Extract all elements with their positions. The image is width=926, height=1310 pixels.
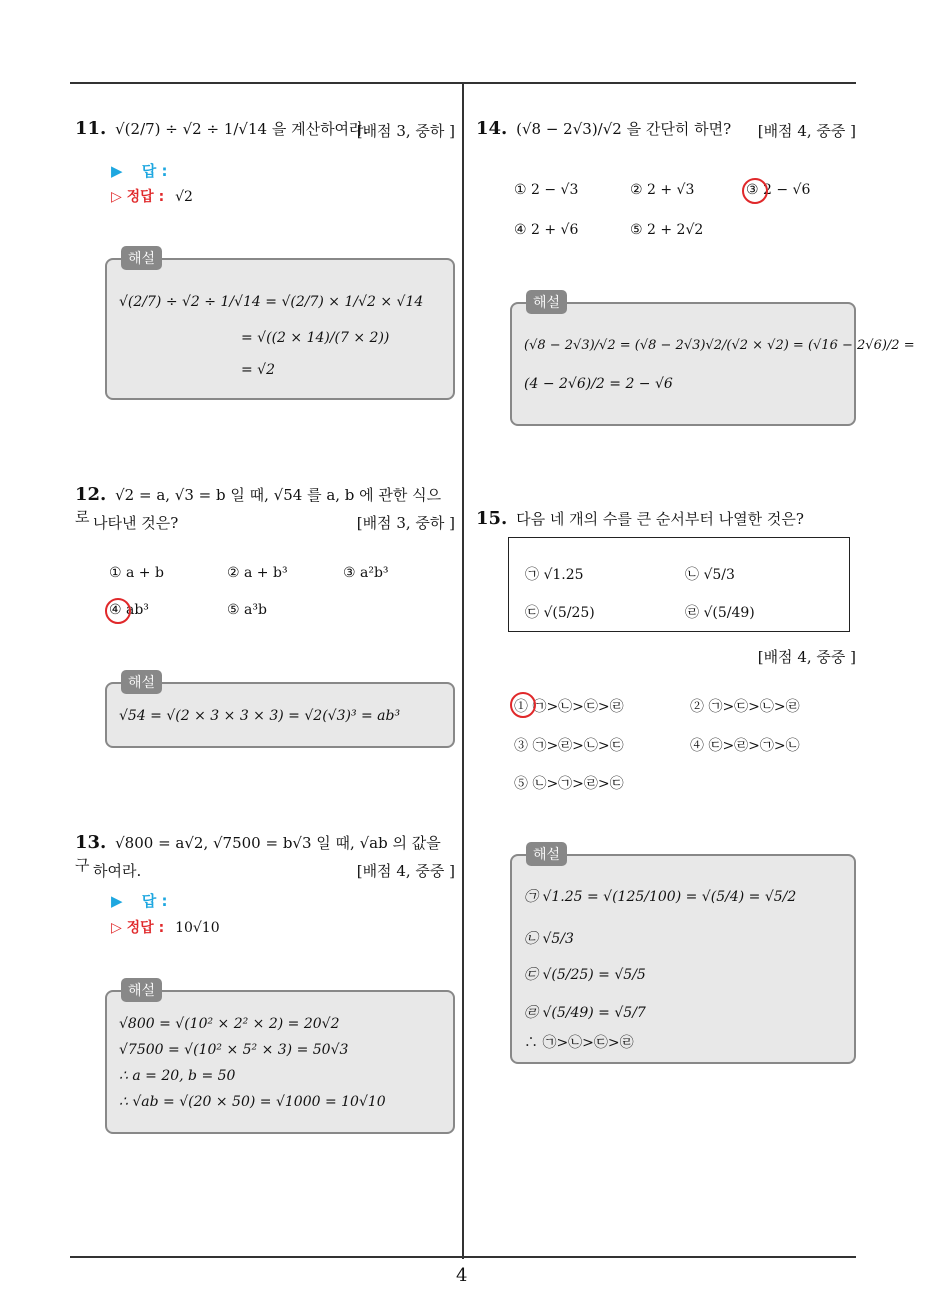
- q14-option-3[interactable]: ③ 2 − √6: [746, 182, 811, 198]
- q12-text: √2 = a, √3 = b 일 때, √54 를 a, b 에 관한 식으로: [75, 486, 442, 526]
- q15-text: 다음 네 개의 수를 큰 순서부터 나열한 것은?: [516, 510, 804, 528]
- q14-selected-circle: [742, 178, 768, 204]
- q13-answer-label: 답 :: [141, 892, 168, 910]
- hollow-arrow-icon: ▷: [111, 189, 122, 205]
- q11-correct: [111, 186, 193, 206]
- q12-option-4[interactable]: ④ ab³: [109, 602, 149, 618]
- q14-score: [배점 4, 중중 ]: [757, 122, 856, 140]
- q11-correct-label: 정답 :: [126, 189, 165, 205]
- q15-explain-line-4: ㉣ √(5/49) = √5/7: [524, 1005, 646, 1021]
- q14-option-2[interactable]: ② 2 + √3: [630, 182, 695, 198]
- q12-explanation-tag: 해설: [121, 670, 162, 694]
- q11-explain-line-3: = √2: [241, 362, 276, 378]
- q15-number: 15.: [476, 508, 508, 529]
- q15-question: [476, 508, 856, 530]
- q11-number: 11.: [75, 118, 107, 139]
- q15-explain-line-5: ∴ ㉠>㉡>㉢>㉣: [524, 1035, 634, 1051]
- q11-score: [배점 3, 중하 ]: [356, 122, 455, 140]
- q14-explanation-tag: 해설: [526, 290, 567, 314]
- q11-answer-label: 답 :: [141, 162, 168, 180]
- q11-explanation-tag: 해설: [121, 246, 162, 270]
- q15-option-2[interactable]: ② ㉠>㉢>㉡>㉣: [690, 699, 800, 715]
- q15-option-5[interactable]: ⑤ ㉡>㉠>㉣>㉢: [514, 776, 624, 792]
- play-arrow-icon: ▶: [111, 892, 123, 910]
- q12-option-3[interactable]: ③ a²b³: [343, 565, 389, 581]
- hollow-arrow-icon: ▷: [111, 920, 122, 936]
- q15-explanation-box: [510, 847, 856, 1064]
- q15-explain-line-1: ㉠ √1.25 = √(125/100) = √(5/4) = √5/2: [524, 889, 797, 905]
- q13-explain-line-2: √7500 = √(10² × 5² × 3) = 50√3: [119, 1042, 349, 1058]
- q13-text-cont: 하여라.: [93, 862, 142, 880]
- q14-number: 14.: [476, 118, 508, 139]
- q13-explanation-box: [105, 983, 455, 1134]
- q12-explanation-box: [105, 675, 455, 748]
- q11-text: √(2/7) ÷ √2 ÷ 1/√14 을 계산하여라.: [115, 120, 369, 138]
- q11-correct-value: √2: [175, 189, 193, 205]
- q13-explain-line-3: ∴ a = 20, b = 50: [119, 1068, 236, 1084]
- q15-item-3: ㉢ √(5/25): [525, 605, 595, 621]
- q15-item-1: ㉠ √1.25: [525, 567, 584, 583]
- q13-correct-label: 정답 :: [126, 920, 165, 936]
- q12-selected-circle: [105, 598, 131, 624]
- q12-text-cont: 나타낸 것은?: [93, 514, 179, 532]
- q12-score: [배점 3, 중하 ]: [356, 514, 455, 532]
- q14-explain-line-1: (√8 − 2√3)/√2 = (√8 − 2√3)√2/(√2 × √2) = (√16 − 2√6)/2 =: [524, 338, 915, 353]
- center-divider: [462, 83, 464, 1259]
- page-number: 4: [456, 1265, 468, 1286]
- q15-option-1[interactable]: ① ㉠>㉡>㉢>㉣: [514, 699, 624, 715]
- q15-item-4: ㉣ √(5/49): [685, 605, 755, 621]
- q12-option-2[interactable]: ② a + b³: [227, 565, 288, 581]
- q13-number: 13.: [75, 832, 107, 853]
- q15-option-3[interactable]: ③ ㉠>㉣>㉡>㉢: [514, 738, 624, 754]
- q11-explain-line-1: √(2/7) ÷ √2 ÷ 1/√14 = √(2/7) × 1/√2 × √14: [119, 294, 424, 310]
- q11-answer[interactable]: [111, 160, 168, 181]
- q15-explain-line-3: ㉢ √(5/25) = √5/5: [524, 967, 646, 983]
- q14-option-1[interactable]: ① 2 − √3: [514, 182, 579, 198]
- q13-explain-line-4: ∴ √ab = √(20 × 50) = √1000 = 10√10: [119, 1094, 386, 1110]
- q15-option-4[interactable]: ④ ㉢>㉣>㉠>㉡: [690, 738, 800, 754]
- q13-score: [배점 4, 중중 ]: [356, 862, 455, 880]
- q14-option-5[interactable]: ⑤ 2 + 2√2: [630, 222, 704, 238]
- q13-correct: [111, 917, 220, 937]
- q14-option-4[interactable]: ④ 2 + √6: [514, 222, 579, 238]
- q14-text: (√8 − 2√3)/√2 을 간단히 하면?: [516, 120, 732, 138]
- q11-explanation-box: [105, 251, 455, 400]
- q11-explain-line-2: = √((2 × 14)/(7 × 2)): [241, 330, 390, 346]
- right-column: [476, 0, 915, 1250]
- play-arrow-icon: ▶: [111, 162, 123, 180]
- q15-explanation-tag: 해설: [526, 842, 567, 866]
- q12-number: 12.: [75, 484, 107, 505]
- q15-item-2: ㉡ √5/3: [685, 567, 735, 583]
- q14-explanation-box: [510, 295, 915, 426]
- q13-explain-line-1: √800 = √(10² × 2² × 2) = 20√2: [119, 1016, 340, 1032]
- q13-answer[interactable]: [111, 890, 168, 911]
- q13-text: √800 = a√2, √7500 = b√3 일 때, √ab 의 값을 구: [75, 834, 441, 874]
- q15-items-box: [508, 537, 850, 632]
- q13-correct-value: 10√10: [175, 920, 220, 936]
- q12-explain-line-1: √54 = √(2 × 3 × 3 × 3) = √2(√3)³ = ab³: [119, 708, 401, 724]
- q12-option-1[interactable]: ① a + b: [109, 565, 164, 581]
- q15-explain-line-2: ㉡ √5/3: [524, 931, 574, 947]
- q15-score: [배점 4, 중중 ]: [757, 648, 856, 666]
- bottom-rule: [70, 1256, 856, 1258]
- q13-explanation-tag: 해설: [121, 978, 162, 1002]
- q14-explain-line-2: (4 − 2√6)/2 = 2 − √6: [524, 376, 673, 392]
- q15-selected-circle: [510, 692, 536, 718]
- q12-option-5[interactable]: ⑤ a³b: [227, 602, 267, 618]
- left-column: [75, 0, 455, 1250]
